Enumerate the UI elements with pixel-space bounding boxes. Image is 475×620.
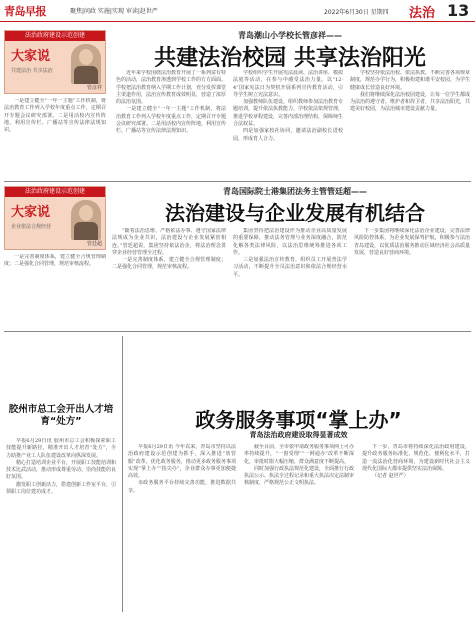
paragraph: 四是加强家校社协同，邀请法治副校长进校园，形成育人合力。 <box>233 128 343 142</box>
article3-subhead: 青岛法治政府建设取得显著成效 <box>249 431 348 439</box>
promo-banner: 法治政府建设示范创建 <box>5 31 105 41</box>
article1-column-3 <box>350 70 470 176</box>
article1-column-0 <box>4 98 106 176</box>
article3-headline: 政务服务事项“掌上办” <box>195 408 402 432</box>
divider <box>4 331 471 332</box>
paragraph: 集团坚持把法治建设作为推动企业高质量发展的重要保障，推动法务管理与业务深度融合，防范化解各类法律风险，以法治思维统筹推进各项工作。 <box>233 228 347 256</box>
article2-promo-box <box>4 186 106 250</box>
paragraph: 我们将继续深化法治校园建设，让每一位学生都成为法治的遵守者、维护者和捍卫者，共享法治阳光，共建美好校园，为法治城市建设贡献力量。 <box>350 91 470 113</box>
promo-subtitle: 企业依法合规经营 <box>11 224 52 230</box>
promo-byline: 管彦祥 <box>86 85 102 91</box>
masthead <box>0 0 475 22</box>
article1-headline: 共建法治校园 共享法治阳光 <box>154 46 426 71</box>
article2-headline: 法治建设与企业发展有机结合 <box>165 201 425 225</box>
divider <box>4 181 471 182</box>
paragraph: “随着法治思维、严格依法办事、遵守国家法律法规成为企业共识，法治建设与企业发展紧密相连。”管廷超说，集团坚持依法治企，将法治理念贯穿企业经营管理全过程。 <box>112 228 226 256</box>
article2-column-0 <box>4 254 106 327</box>
article3-column-3 <box>362 444 470 610</box>
paragraph: 一是完善制度体系，建立健全合规管理制度；二是强化合同管理，规范审核流程。 <box>112 257 226 271</box>
paragraph: 早报6月29日讯 胶州市总工会积极探索职工技能提升新路径，精准开出人才培育“处方”，全力助推产业工人队伍建设改革向纵深发展。 <box>6 438 116 459</box>
paragraph: （记者 赵世严） <box>372 473 409 480</box>
brief-headline: 胶州市总工会开出人才培育“处方” <box>8 404 114 427</box>
article2-column-3 <box>354 228 470 327</box>
article3-column-2 <box>244 444 354 610</box>
paragraph: 近年来学校围绕法治教育开展了一系列富有特色的活动，法治教育渗透到学校工作的方方面面。学校把法治教育纳入学期工作计划，充分发挥课堂主渠道作用，法治宣传教育成效明显，营造了浓厚的法治氛围。 <box>116 70 226 106</box>
paragraph: 市政务服务平台持续完善功能，推进数据共享。 <box>128 480 236 494</box>
column-divider <box>122 336 123 612</box>
promo-title: 大家说 <box>11 49 51 64</box>
paragraph: 一是建立健全“一年一主题”工作机制，将法治教育工作列入学校年度重点工作，定期召开专题会议研究部署。二是用活校内宣传阵地，利用宣传栏、广播站等宣传法律法规知识。 <box>116 106 226 135</box>
portrait-photo <box>71 44 101 84</box>
article3-column-1 <box>128 444 236 610</box>
promo-title: 大家说 <box>11 205 51 220</box>
article1-promo-box <box>4 30 106 94</box>
newspaper-logo: 青岛早报 <box>4 5 46 18</box>
article1-column-1 <box>116 70 226 176</box>
brief-body <box>6 438 116 608</box>
paragraph: 精心打造培训企业平台，开展职工技能培训和技术比武活动，推动形成尊重劳动、崇尚技能的良好氛围。 <box>6 459 116 481</box>
paragraph: 加强教师队伍建设，组织教师参加法治教育专题培训，提升依法执教能力。学校依法依规管理，推进学校章程建设，完善内部治理结构，保障师生合法权益。 <box>233 99 343 128</box>
paragraph: 下一步集团将继续深化法治企业建设，完善法律风险防控体系，为企业发展保驾护航，积极参与法治青岛建设，以优质法治服务推动区域经济社会高质量发展，营造良好营商环境。 <box>354 228 470 256</box>
article2-column-2 <box>233 228 347 327</box>
paragraph: 学校坚持依法治校、依法执教，不断完善各项规章制度，规范办学行为，积极构建和谐平安校园，为学生健康成长营造良好环境。 <box>350 70 470 91</box>
paragraph: 三是加强法治宣传教育，组织员工开展普法学习活动，不断提升全员法治意识和依法合规经营水平。 <box>233 257 347 278</box>
article1-column-2 <box>233 70 343 176</box>
paragraph: 同时加强行政执法规范化建设，全面推行行政执法公示、执法全过程记录和重大执法决定法制审核制度，严格规范公正文明执法。 <box>244 465 354 487</box>
page-number: 13 <box>447 1 470 20</box>
article1-kicker: 青岛潮山小学校长管彦祥—— <box>238 31 342 40</box>
paragraph: 一是建立健全“一年一主题”工作机制，将法治教育工作列入学校年度重点工作，定期召开专题会议研究部署。二是用活校内宣传阵地，利用宣传栏、广播站等宣传法律法规知识。 <box>4 98 106 134</box>
promo-byline: 管廷超 <box>86 241 102 247</box>
portrait-photo <box>71 200 101 240</box>
masthead-tagline: 聚焦|问政 实施|实现 审读|赵世严 <box>70 8 158 15</box>
article2-column-1 <box>112 228 226 327</box>
paragraph: 截至目前，全市依申请政务服务事项网上可办率持续提升，“一窗受理”“一网通办”改革不断深化，审批时限大幅压缩，群众满意度不断提高。 <box>244 444 354 465</box>
issue-date: 2022年6月30日 星期四 <box>324 9 389 16</box>
paragraph: 一是完善制度体系，建立健全合规管理制度；二是强化合同管理，规范审核流程。 <box>4 254 106 268</box>
article2-kicker: 青岛国际院士港集团法务主管管廷超—— <box>223 187 367 196</box>
promo-subtitle: 共建法治 共享法治 <box>11 68 53 74</box>
paragraph: 下一步，青岛市将持续深化法治政府建设，提升政务服务标准化、规范化、便利化水平，打造一流法治化营商环境，为建设新时代社会主义现代化国际大都市提供坚实法治保障。 <box>362 444 470 472</box>
paragraph: 学校组织学生开展宪法晨读、法治讲座、模拟法庭等活动，在参与中感受法治力量。以“12·4”国家宪法日为契机开展系列宣传教育活动，引导学生树立宪法意识。 <box>233 70 343 98</box>
section-name: 法治 <box>409 6 436 21</box>
paragraph: 激发职工创新活力，搭建创新工作室平台，引领职工岗位建功成才。 <box>6 481 116 496</box>
paragraph: 早报6月29日讯 今年以来，青岛市坚持以法治政府建设示范创建为抓手，深入推进“放管服”改革，优化政务服务，推动更多政务服务事项实现“掌上办”“指尖办”，企业群众办事更加便捷高效。 <box>128 444 236 480</box>
promo-banner: 法治政府建设示范创建 <box>5 187 105 197</box>
